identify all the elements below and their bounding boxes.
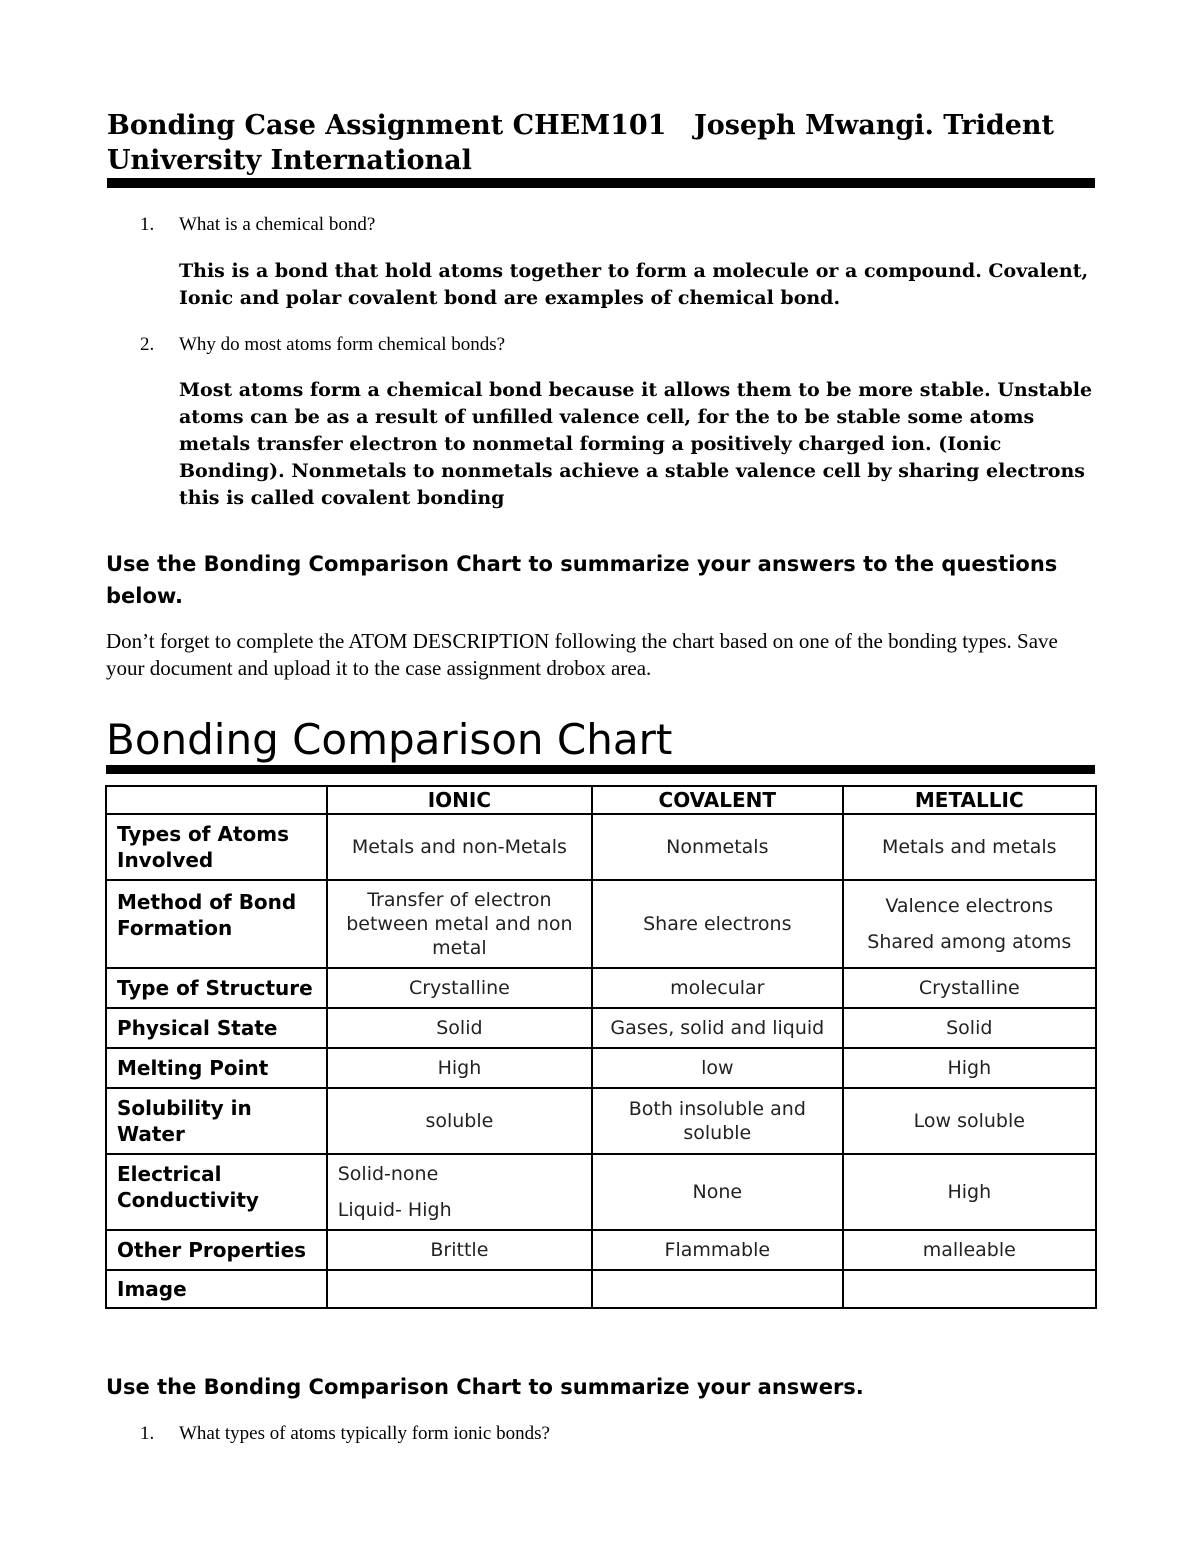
covalent-cell: molecular: [592, 968, 842, 1008]
table-row: [106, 1088, 1096, 1154]
row-label: Type of Structure: [106, 968, 327, 1008]
question-number: 1.: [140, 1423, 155, 1444]
question-text: What is a chemical bond?: [179, 214, 376, 235]
ionic-cell: Transfer of electron between metal and non metal: [327, 880, 592, 968]
instruction-note: Don’t forget to complete the ATOM DESCRIPTION following the chart based on one of the bonding types. Save your document and upload it to the case assignment drobox area.: [106, 629, 1058, 680]
question-number: 2.: [140, 334, 155, 355]
table-header-row: [106, 786, 1096, 814]
instruction-heading-2: Use the Bonding Comparison Chart to summarize your answers.: [106, 1375, 864, 1399]
chart-title-divider: [106, 765, 1095, 774]
row-label: Types of Atoms Involved: [106, 814, 327, 880]
cell-line: Solid-none: [337, 1163, 439, 1185]
ionic-cell: soluble: [327, 1088, 592, 1154]
column-header-covalent: COVALENT: [592, 786, 842, 814]
author-name: Joseph Mwangi. Trident: [694, 110, 1055, 141]
column-header-ionic: IONIC: [327, 786, 592, 814]
row-label: Solubility in Water: [106, 1088, 327, 1154]
covalent-cell: Gases, solid and liquid: [592, 1008, 842, 1048]
column-header: [106, 786, 327, 814]
metallic-cell: High: [843, 1048, 1096, 1088]
answer-2: Most atoms form a chemical bond because it allows them to be more stable. Unstable atoms can be as a result of unfilled valence cell, for the to be stable some atoms metals transfer electron to nonmetal forming a positively charged ion. (Ionic Bonding). Nonmetals to nonmetals achieve a stable valence cell by sharing electrons this is called covalent bonding: [179, 379, 1093, 509]
cell-line: Liquid- High: [337, 1199, 452, 1221]
metallic-cell: Low soluble: [843, 1088, 1096, 1154]
instruction-heading: Use the Bonding Comparison Chart to summarize your answers to the questions below.: [106, 552, 1058, 608]
covalent-cell: [592, 1270, 842, 1308]
metallic-cell: Metals and metals: [843, 814, 1096, 880]
table-row: [106, 880, 1096, 968]
question-number: 1.: [140, 214, 155, 235]
metallic-cell: Solid: [843, 1008, 1096, 1048]
metallic-cell: High: [843, 1154, 1096, 1230]
ionic-cell: Solid: [327, 1008, 592, 1048]
metallic-cell: Crystalline: [843, 968, 1096, 1008]
table-row: [106, 1008, 1096, 1048]
ionic-cell: Brittle: [327, 1230, 592, 1270]
row-label: Melting Point: [106, 1048, 327, 1088]
row-label: Physical State: [106, 1008, 327, 1048]
covalent-cell: Flammable: [592, 1230, 842, 1270]
ionic-cell: [327, 1270, 592, 1308]
table-row: [106, 1154, 1096, 1230]
row-label: Electrical Conductivity: [106, 1154, 327, 1230]
covalent-cell: Both insoluble and soluble: [592, 1088, 842, 1154]
table-row: [106, 968, 1096, 1008]
column-header-metallic: METALLIC: [843, 786, 1096, 814]
header-divider: [107, 178, 1095, 188]
question-text: Why do most atoms form chemical bonds?: [179, 334, 506, 355]
answer-1: This is a bond that hold atoms together to form a molecule or a compound. Covalent, Ionic and polar covalent bond are examples of chemical bond.: [179, 260, 1089, 309]
table-row: [106, 1230, 1096, 1270]
bonding-comparison-table: [105, 785, 1097, 1309]
table-row: [106, 1048, 1096, 1088]
ionic-cell: Crystalline: [327, 968, 592, 1008]
cell-line: Valence electrons: [885, 895, 1054, 917]
row-label: Image: [106, 1270, 327, 1308]
question-text: What types of atoms typically form ionic bonds?: [179, 1423, 550, 1444]
metallic-cell: [843, 1270, 1096, 1308]
metallic-cell: [843, 880, 1096, 968]
row-label: Method of Bond Formation: [106, 880, 327, 968]
cell-line: Shared among atoms: [867, 931, 1072, 953]
ionic-cell: Metals and non-Metals: [327, 814, 592, 880]
table-row: [106, 814, 1096, 880]
covalent-cell: None: [592, 1154, 842, 1230]
covalent-cell: low: [592, 1048, 842, 1088]
assignment-title: Bonding Case Assignment CHEM101: [107, 110, 667, 141]
chart-title: Bonding Comparison Chart: [106, 715, 673, 764]
ionic-cell: [327, 1154, 592, 1230]
ionic-cell: High: [327, 1048, 592, 1088]
institution-name: University International: [107, 145, 472, 176]
metallic-cell: malleable: [843, 1230, 1096, 1270]
document-header: [107, 108, 1097, 178]
row-label: Other Properties: [106, 1230, 327, 1270]
table-row: [106, 1270, 1096, 1308]
covalent-cell: Nonmetals: [592, 814, 842, 880]
covalent-cell: Share electrons: [592, 880, 842, 968]
